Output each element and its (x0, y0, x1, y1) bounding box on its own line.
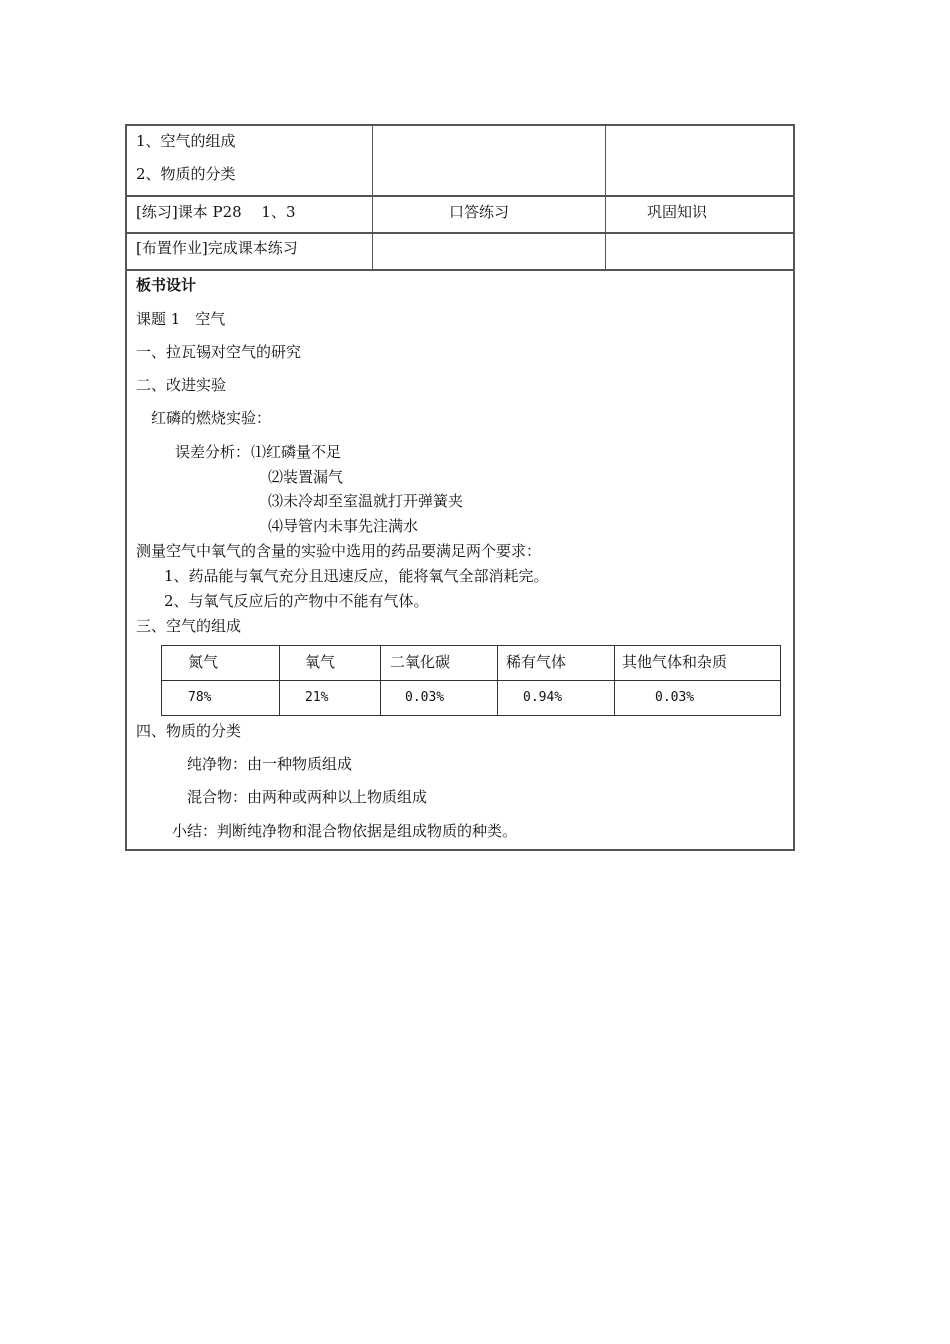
error-item: ⑶未冷却至室温就打开弹簧夹 (268, 492, 464, 510)
row2-col1: [练习]课本 P28 1、3 (136, 203, 296, 221)
section4-heading: 四、物质的分类 (136, 722, 242, 740)
error-label: 误差分析： (175, 443, 251, 461)
row3-col1: [布置作业]完成课本练习 (136, 239, 298, 257)
lesson-plan-table (125, 124, 795, 851)
requirement-intro: 测量空气中氧气的含量的实验中选用的药品要满足两个要求： (136, 542, 542, 560)
requirement-item: 2、与氧气反应后的产物中不能有气体。 (164, 592, 429, 610)
row2-col3: 巩固知识 (647, 203, 708, 221)
section3-heading: 三、空气的组成 (136, 617, 242, 635)
board-heading: 板书设计 (136, 276, 197, 294)
comp-row-divider (162, 680, 780, 681)
mixture-def: 混合物：由两种或两种以上物质组成 (187, 788, 428, 806)
col-divider-1 (372, 126, 373, 269)
row1-line2: 2、物质的分类 (136, 165, 236, 183)
comp-header-co2: 二氧化碳 (390, 653, 451, 671)
row-divider-3 (127, 269, 793, 271)
section1-heading: 一、拉瓦锡对空气的研究 (136, 343, 302, 361)
experiment-title: 红磷的燃烧实验： (151, 409, 272, 427)
col-divider-2 (605, 126, 606, 269)
row-divider-2 (127, 232, 793, 234)
comp-header-nitrogen: 氮气 (188, 653, 219, 671)
requirement-item: 1、药品能与氧气充分且迅速反应，能将氧气全部消耗完。 (164, 567, 549, 585)
row1-line1: 1、空气的组成 (136, 132, 236, 150)
comp-value-nitrogen: 78% (188, 690, 212, 705)
row2-col2: 口答练习 (449, 203, 510, 221)
comp-header-other: 其他气体和杂质 (622, 653, 728, 671)
comp-value-co2: 0.03% (405, 690, 445, 705)
comp-header-oxygen: 氧气 (305, 653, 336, 671)
lesson-title: 课题 1 空气 (136, 310, 226, 328)
air-composition-table (161, 645, 781, 716)
summary: 小结：判断纯净物和混合物依据是组成物质的种类。 (172, 822, 518, 840)
section2-heading: 二、改进实验 (136, 376, 227, 394)
comp-value-other: 0.03% (655, 690, 695, 705)
row-divider-1 (127, 195, 793, 197)
error-item: ⑵装置漏气 (268, 468, 344, 486)
comp-value-noble-gases: 0.94% (523, 690, 563, 705)
error-item: ⑴红磷量不足 (251, 443, 342, 461)
pure-substance-def: 纯净物：由一种物质组成 (187, 755, 353, 773)
comp-value-oxygen: 21% (305, 690, 329, 705)
error-item: ⑷导管内未事先注满水 (268, 517, 419, 535)
comp-header-noble-gases: 稀有气体 (506, 653, 567, 671)
